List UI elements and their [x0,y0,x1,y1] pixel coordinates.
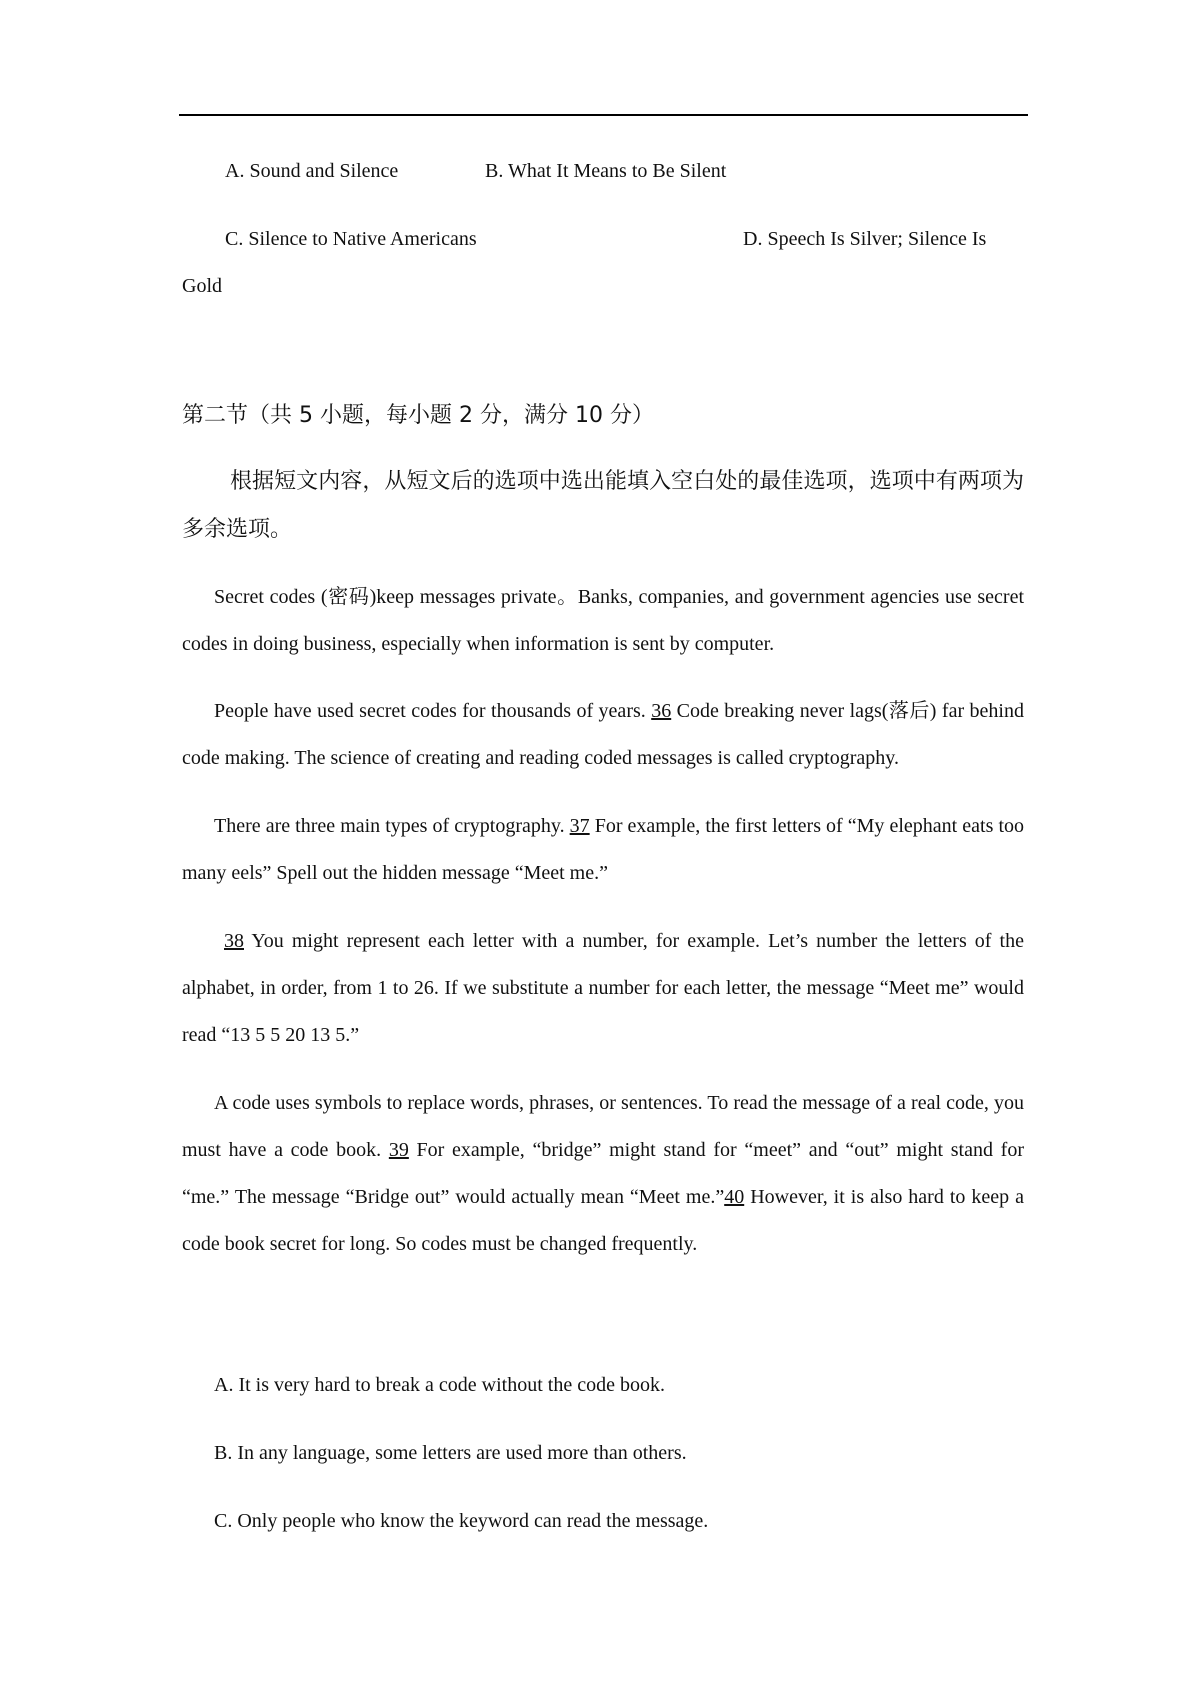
passage-paragraph-2 [182,688,1024,782]
paragraph-text: Code breaking never lags(落后) far behind code making. The science of creating and reading coded messages is called cryptography. [182,700,1024,769]
paragraph-text: There are three main types of cryptography. [214,815,570,837]
option-b: B. In any language, some letters are used more than others. [214,1442,687,1464]
prev-option-d-continued: Gold [182,275,222,297]
paragraph-text: For example, the first letters of “My elephant eats too many eels” Spell out the hidden message “Meet me.” [182,815,1024,884]
prev-option-d: D. Speech Is Silver; Silence Is [743,228,987,250]
paragraph-text: However, it is also hard to keep a code book secret for long. So codes must be changed frequently. [182,1186,1024,1255]
prev-option-b: B. What It Means to Be Silent [485,160,727,182]
section-instruction: 根据短文内容，从短文后的选项中选出能填入空白处的最佳选项，选项中有两项为多余选项。 [182,469,1024,542]
section-heading: 第二节（共 5 小题，每小题 2 分，满分 10 分） [182,403,654,428]
passage-paragraph-1: Secret codes (密码)keep messages private。Banks, companies, and government agencies use secret codes in doing business, especially when information is sent by computer. [182,586,1024,655]
paragraph-text: A code uses symbols to replace words, phrases, or sentences. To read the message of a real code, you must have a code book. [182,1092,1024,1161]
prev-option-c: C. Silence to Native Americans [225,228,477,250]
passage-paragraph-4 [182,918,1024,1059]
passage-paragraph-5 [182,1080,1024,1268]
blank-37: 37 [569,815,590,837]
prev-option-a: A. Sound and Silence [225,160,399,182]
header-rule [179,114,1028,116]
option-c: C. Only people who know the keyword can read the message. [214,1510,709,1532]
blank-39: 39 [388,1139,409,1161]
paragraph-text: You might represent each letter with a number, for example. Let’s number the letters of the alphabet, in order, from 1 to 26. If we substitute a number for each letter, the message “Meet me” would read “13 5 5 20 13 5.” [182,930,1024,1046]
passage-paragraph-3 [182,803,1024,897]
option-a: A. It is very hard to break a code without the code book. [214,1374,665,1396]
blank-36: 36 [651,700,672,722]
blank-38: 38 [224,930,244,952]
paragraph-text: For example, “bridge” might stand for “meet” and “out” might stand for “me.” The message “Bridge out” would actually mean “Meet me.” [182,1139,1024,1208]
paragraph-text: People have used secret codes for thousands of years. [214,700,652,722]
blank-40: 40 [724,1186,745,1208]
